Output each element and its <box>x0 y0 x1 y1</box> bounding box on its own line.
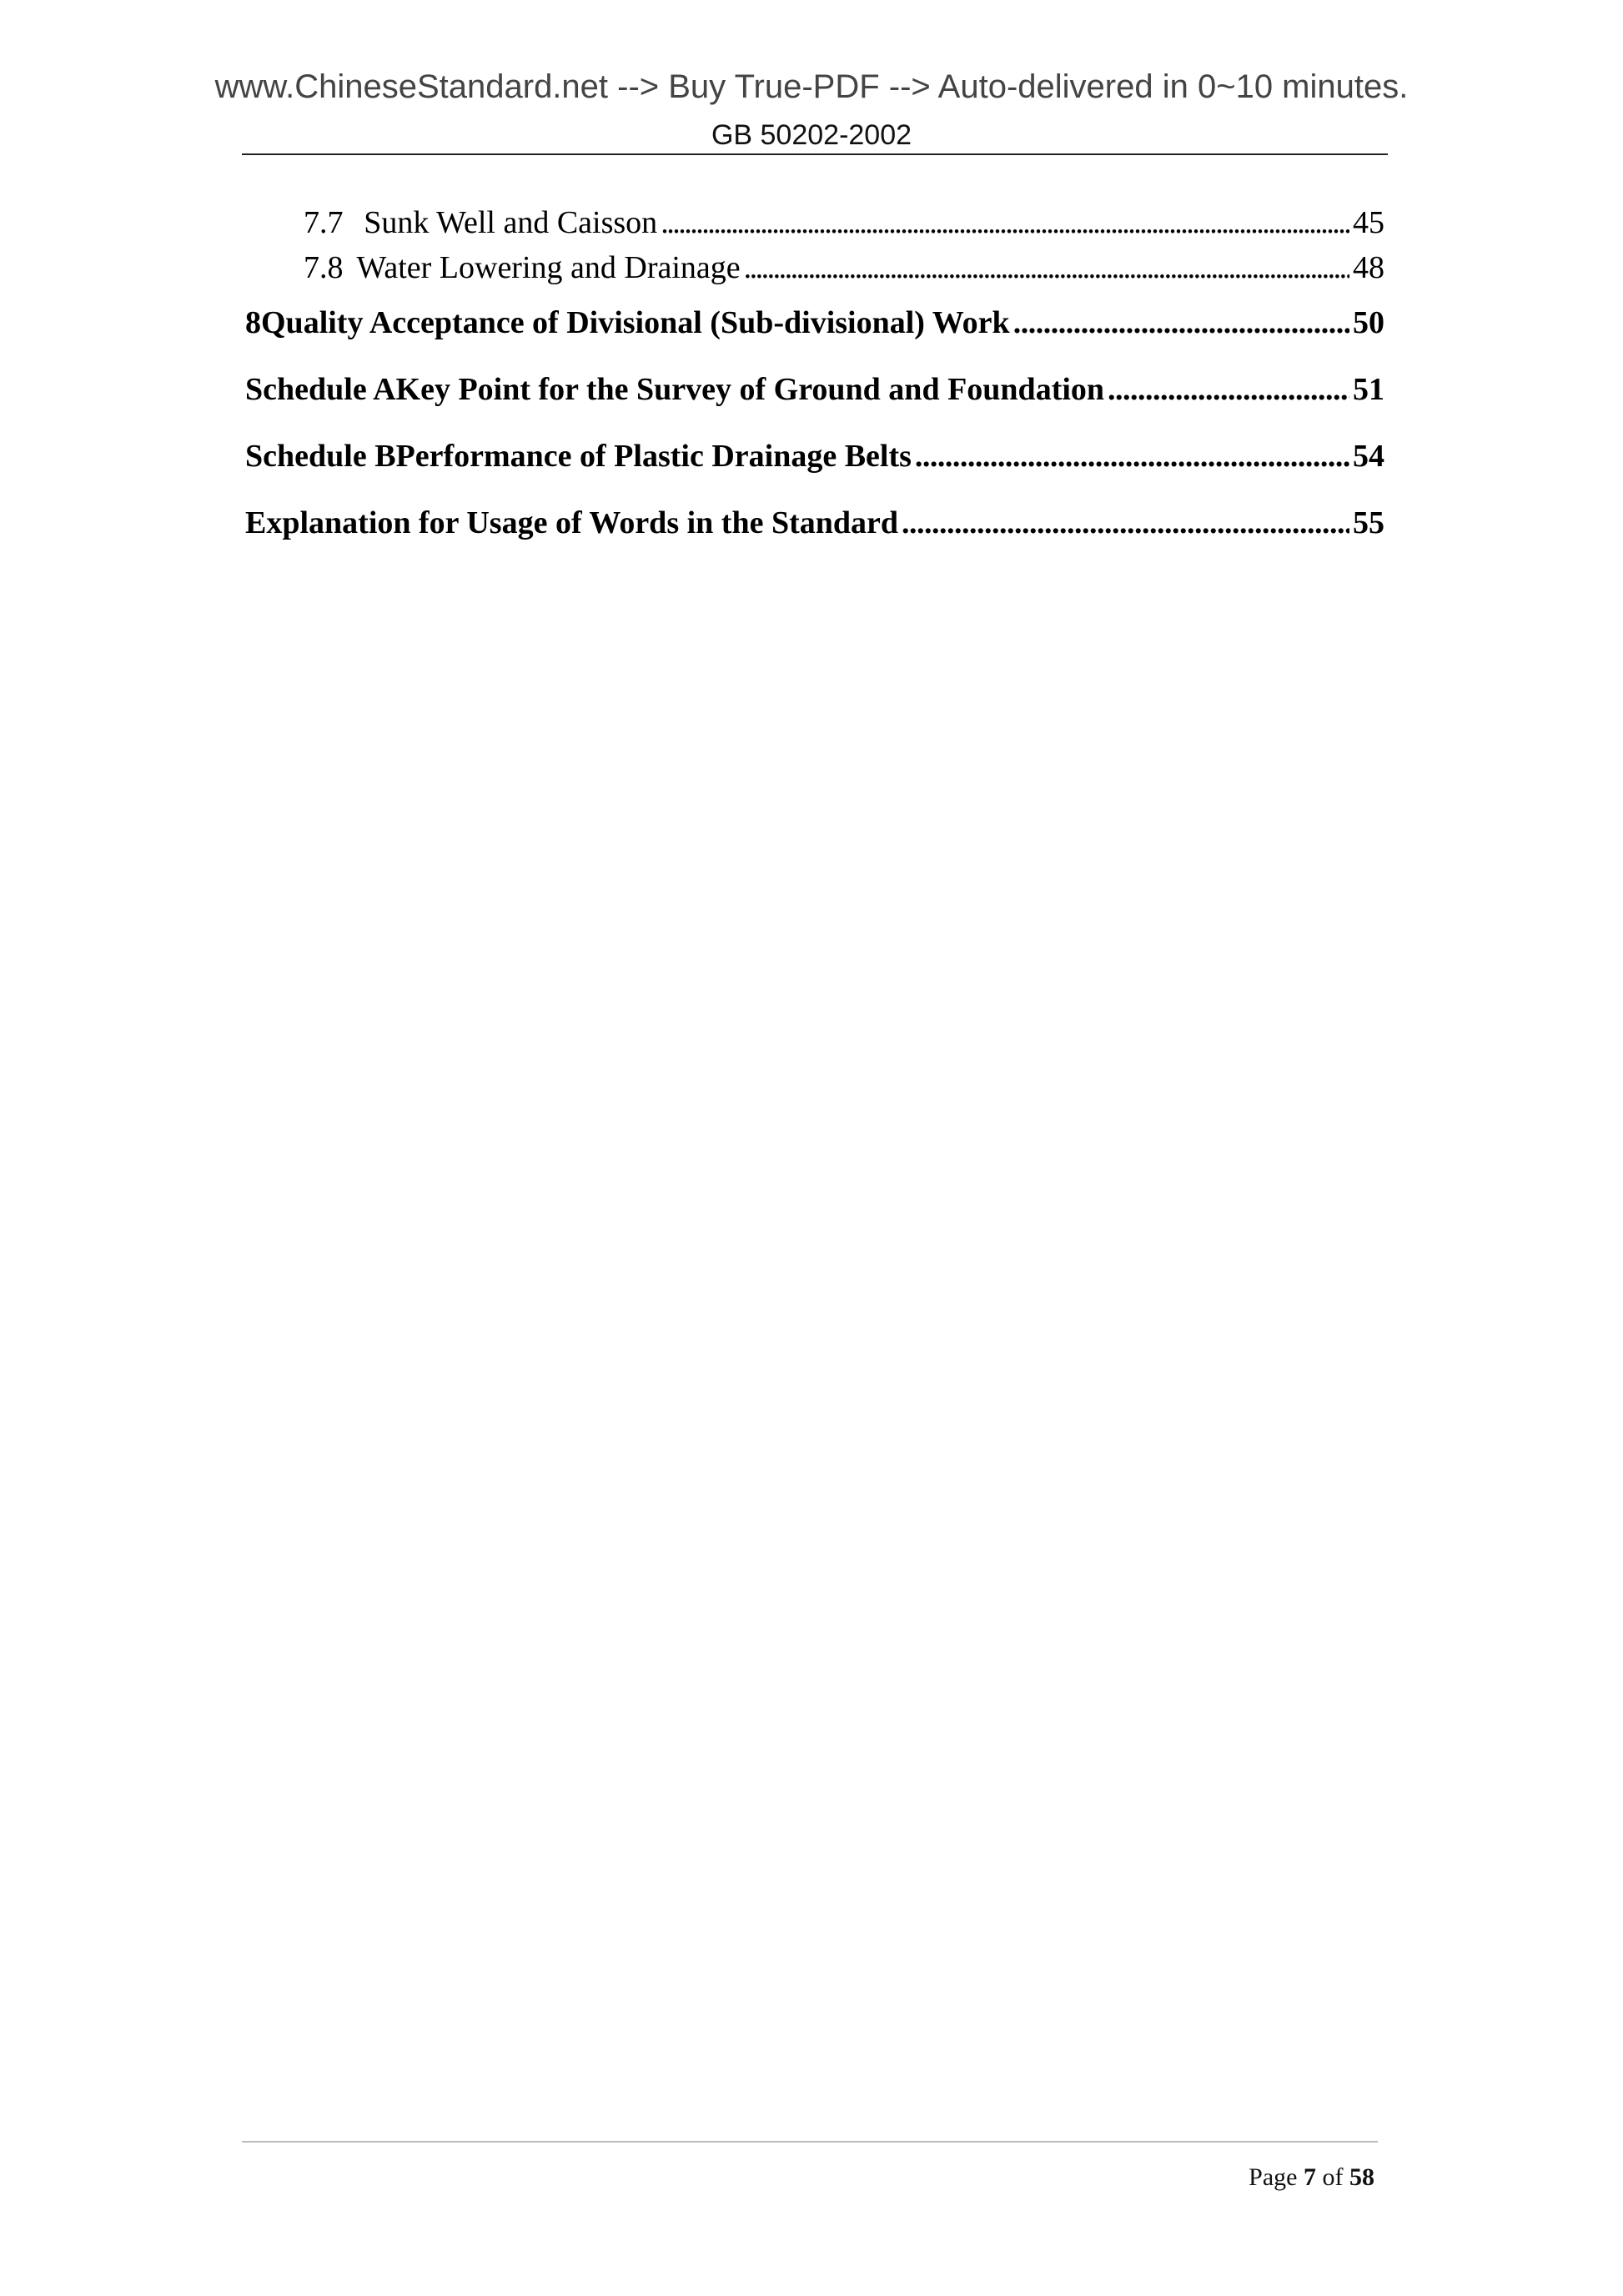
toc-entry-title: Water Lowering and Drainage <box>356 250 741 285</box>
dot-leader <box>744 245 1349 290</box>
toc-entry-page: 54 <box>1353 439 1384 474</box>
page-number <box>1249 2163 1374 2192</box>
footer-divider <box>242 2141 1378 2143</box>
toc-entry-page: 48 <box>1353 250 1384 285</box>
toc-entry-title: Quality Acceptance of Divisional (Sub-divisional) Work <box>261 305 1010 340</box>
toc-entry-page: 45 <box>1353 205 1384 240</box>
dot-leader <box>1013 300 1349 345</box>
toc-entry-schedule-a[interactable] <box>245 367 1384 412</box>
dot-leader <box>902 500 1349 545</box>
current-page: 7 <box>1304 2163 1316 2191</box>
toc-entry-explanation[interactable] <box>245 500 1384 545</box>
table-of-contents <box>245 200 1384 545</box>
toc-entry-number: Schedule A <box>245 372 396 407</box>
toc-entry-chapter-8[interactable] <box>245 300 1384 345</box>
toc-entry-title: Sunk Well and Caisson <box>364 205 658 240</box>
page-word: Page <box>1249 2163 1298 2191</box>
toc-entry-7-7[interactable] <box>245 200 1384 245</box>
standard-code: GB 50202-2002 <box>711 119 912 151</box>
total-pages: 58 <box>1349 2163 1374 2191</box>
toc-entry-number: 7.7 <box>304 205 344 240</box>
of-word: of <box>1322 2163 1344 2191</box>
toc-entry-page: 55 <box>1353 505 1384 540</box>
toc-entry-number: 7.8 <box>304 250 344 285</box>
site-banner: www.ChineseStandard.net --> Buy True-PDF --> Auto-delivered in 0~10 minutes. <box>214 68 1409 105</box>
dot-leader <box>1108 367 1349 412</box>
toc-entry-7-8[interactable] <box>245 245 1384 290</box>
toc-entry-page: 51 <box>1353 372 1384 407</box>
toc-entry-schedule-b[interactable] <box>245 434 1384 479</box>
toc-entry-title: Key Point for the Survey of Ground and Foundation <box>395 372 1105 407</box>
header-divider <box>242 153 1388 155</box>
toc-entry-page: 50 <box>1353 305 1384 340</box>
toc-entry-title: Explanation for Usage of Words in the Standard <box>245 505 899 540</box>
toc-entry-number: 8 <box>245 305 261 340</box>
toc-entry-number: Schedule B <box>245 439 396 474</box>
dot-leader <box>661 200 1349 245</box>
dot-leader <box>915 434 1349 479</box>
toc-entry-title: Performance of Plastic Drainage Belts <box>395 439 912 474</box>
